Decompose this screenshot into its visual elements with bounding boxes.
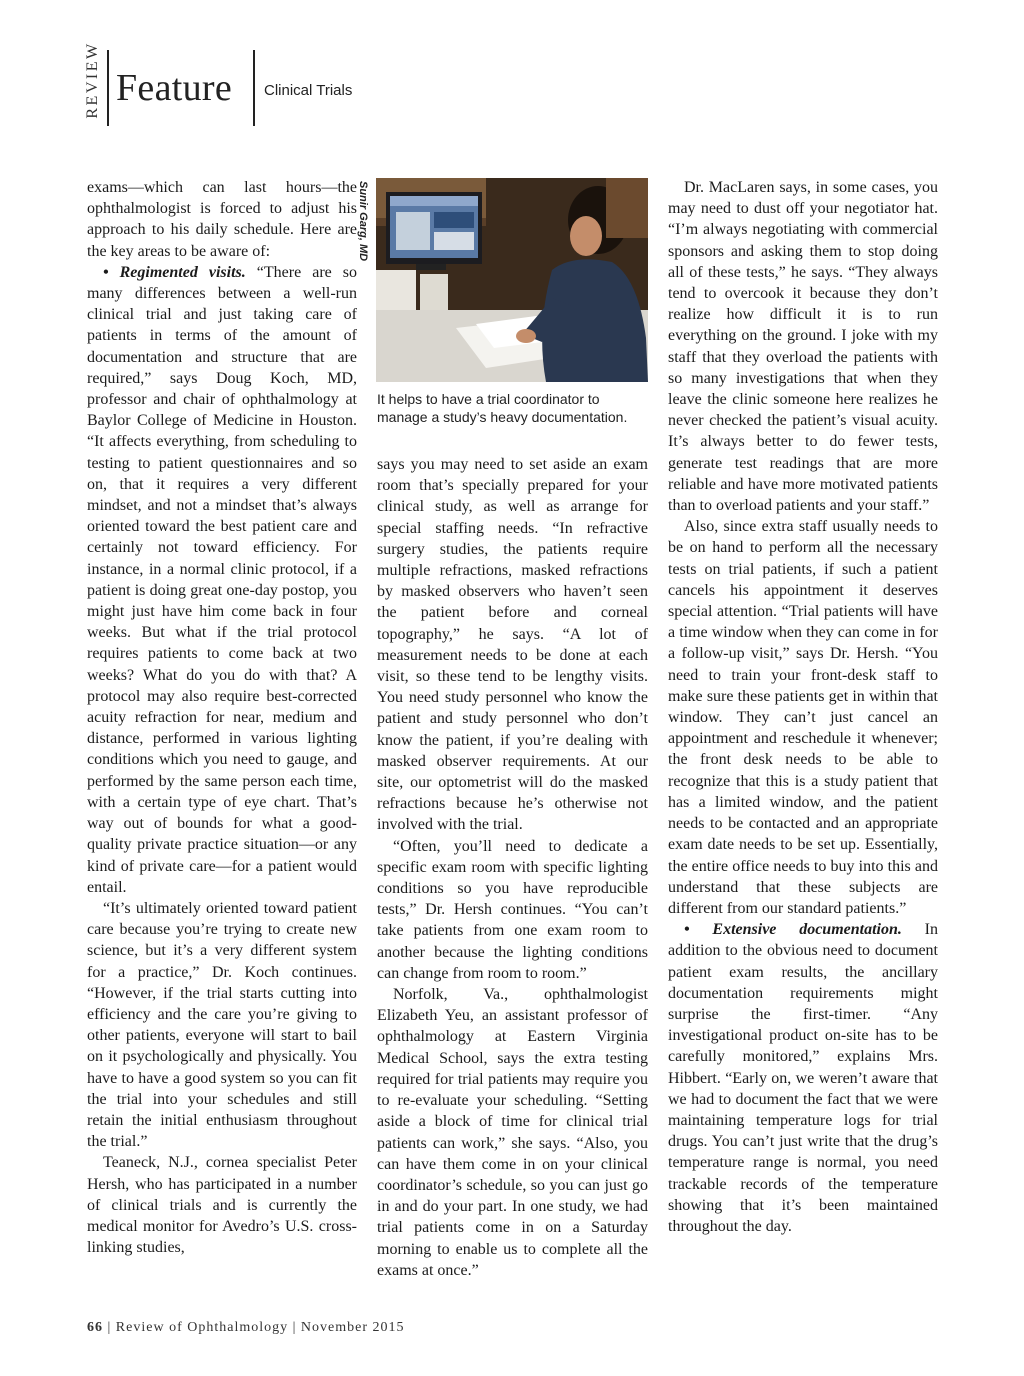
feature-title: Feature: [116, 67, 233, 109]
paragraph-text: In addition to the obvious need to document patient exam results, the ancillary documentation requirements might surprise the first-timer. “Any investigational product on-site has to be carefully monitored,” explains Mrs. Hibbert. “Early on, we weren’t aware that we had to document the fact that we were maintaining temperature logs for trial drugs. You can’t just write that the drug’s temperature range is normal, you need trackable records of the temperature showing that it’s been maintained throughout the day.: [668, 921, 938, 1235]
paragraph: Dr. MacLaren says, in some cases, you may need to dust off your negotiator hat. “I’m always negotiating with commercial sponsors and asking them to stop doing all of these tests,” he says. “They always tend to overcook it because they don’t realize how difficult it is to run everything on the ground. I joke with my staff that they overload the patients with so many investigations that when they leave the clinic someone here realizes he never checked the patient’s visual acuity. It’s always better to do fewer tests, generate test readings that are more reliable and have more motivated patients than to overload patients and your staff.”: [668, 179, 938, 515]
paragraph: exams—which can last hours—the ophthalmologist is forced to adjust his approach to his daily schedule. Here are the key areas to be aware of:: [87, 179, 357, 260]
paragraph: Also, since extra staff usually needs to be on hand to perform all the necessary tests on trial patients, if such a patient cancels his appointment it deserves special attention. “Trial patients will have a time window when they can come in for a follow-up visit,” says Dr. Hersh. “You need to train your front-desk staff to make sure these patients get in within that window. They can’t just cancel an appointment and reschedule it whenever; the front desk needs to be able to recognize that this is a study patient that has a limited window, and the patient needs to be contacted and an appropriate exam date needs to be set up. Essentially, the entire office needs to buy into this and understand that these subjects are different from our standard patients.”: [668, 518, 938, 917]
photo-credit: Sunir Garg, MD: [357, 181, 369, 262]
article-photo: [376, 178, 648, 382]
article-column-2: [377, 454, 648, 1281]
paragraph: “It’s ultimately oriented toward patient care because you’re trying to create new science, but it’s a very different system for a practice,” Dr. Koch continues. “However, if the trial starts cutting into efficiency and the care you’re giving to other patients, everyone will start to bail on it psychologically and physically. You have to have a good system so you can fit the trial into your schedules and still retain the initial enthusiasm throughout the trial.”: [87, 899, 357, 1151]
paragraph: “Often, you’ll need to dedicate a specific exam room with specific lighting conditions so you have reproducible tests,” Dr. Hersh continues. “You can’t take patients from one exam room to another because the lighting conditions can change from room to room.”: [377, 837, 648, 982]
page-number: 66: [87, 1320, 103, 1335]
page-footer: [87, 1320, 405, 1336]
paragraph-text: “There are so many differences between a well-run clinical trial and just taking care of patients in terms of the amount of documentation and structure that are required,” says Doug Koch, MD, professor and chair of ophthalmology at Baylor College of Medicine in Houston. “It affects everything, from scheduling to testing to patient questionnaires and so on, that it requires a very different mindset, and not a mindset that’s always oriented toward the best patient care and certainly not toward efficiency. For instance, in a normal clinic protocol, if a patient is doing great one-day postop, you might just have him come back in four weeks. But what if the trial protocol requires patients to come back at two weeks? What do you do with that? A protocol may also require best-corrected acuity refraction for near, medium and distance, performed in various lighting conditions which you need to gauge, and performed by the same person each time, with a certain type of eye chart. That’s way out of bounds for what a good-quality private practice situation—or any kind of private care—for a patient would entail.: [87, 263, 358, 896]
article-column-1: [87, 177, 357, 1258]
runin-heading-extensive-documentation: • Extensive documentation.: [684, 921, 902, 939]
header-divider-right: [253, 50, 255, 126]
header-divider-left: [107, 50, 109, 126]
runin-heading-regimented-visits: • Regimented visits.: [103, 263, 246, 281]
paragraph: Teaneck, N.J., cornea specialist Peter Hersh, who has participated in a number of clinical trials and is currently the medical monitor for Avedro’s U.S. cross-linking studies,: [87, 1154, 357, 1257]
paragraph: [668, 919, 938, 1237]
paragraph: [87, 262, 357, 898]
paragraph: Norfolk, Va., ophthalmologist Elizabeth Yeu, an assistant professor of ophthalmology at Eastern Virginia Medical School, says the extra testing required for trial patients may require you to re-evaluate your scheduling. “Setting aside a block of time for clinical trial patients can work,” she says. “Also, you can have them come in on your clinical coordinator’s schedule, so you can just go in and do your part. In one study, we had trial patients come in on a Saturday morning to enable us to complete all the exams at once.”: [377, 986, 648, 1279]
article-column-3: [668, 177, 938, 1237]
paragraph: says you may need to set aside an exam room that’s specially prepared for your clinical study, as well as arrange for special staffing needs. “In refractive surgery studies, the patients require multiple refractions, masked refractions by masked observers who haven’t seen the patient before and corneal topography,” he says. “A lot of measurement needs to be done at each visit, so these tend to be lengthy visits. You need study personnel who know the patient and study personnel who don’t know the patient, if you’re dealing with masked observer requirements. At our site, our optometrist will do the masked refractions because he’s otherwise not involved with the trial.: [377, 456, 648, 834]
section-label: Clinical Trials: [264, 82, 353, 99]
review-vertical-label: REVIEW: [84, 41, 101, 119]
photo-caption: It helps to have a trial coordinator to manage a study’s heavy documentation.: [377, 391, 628, 425]
footer-publication: | Review of Ophthalmology | November 2015: [103, 1320, 405, 1335]
